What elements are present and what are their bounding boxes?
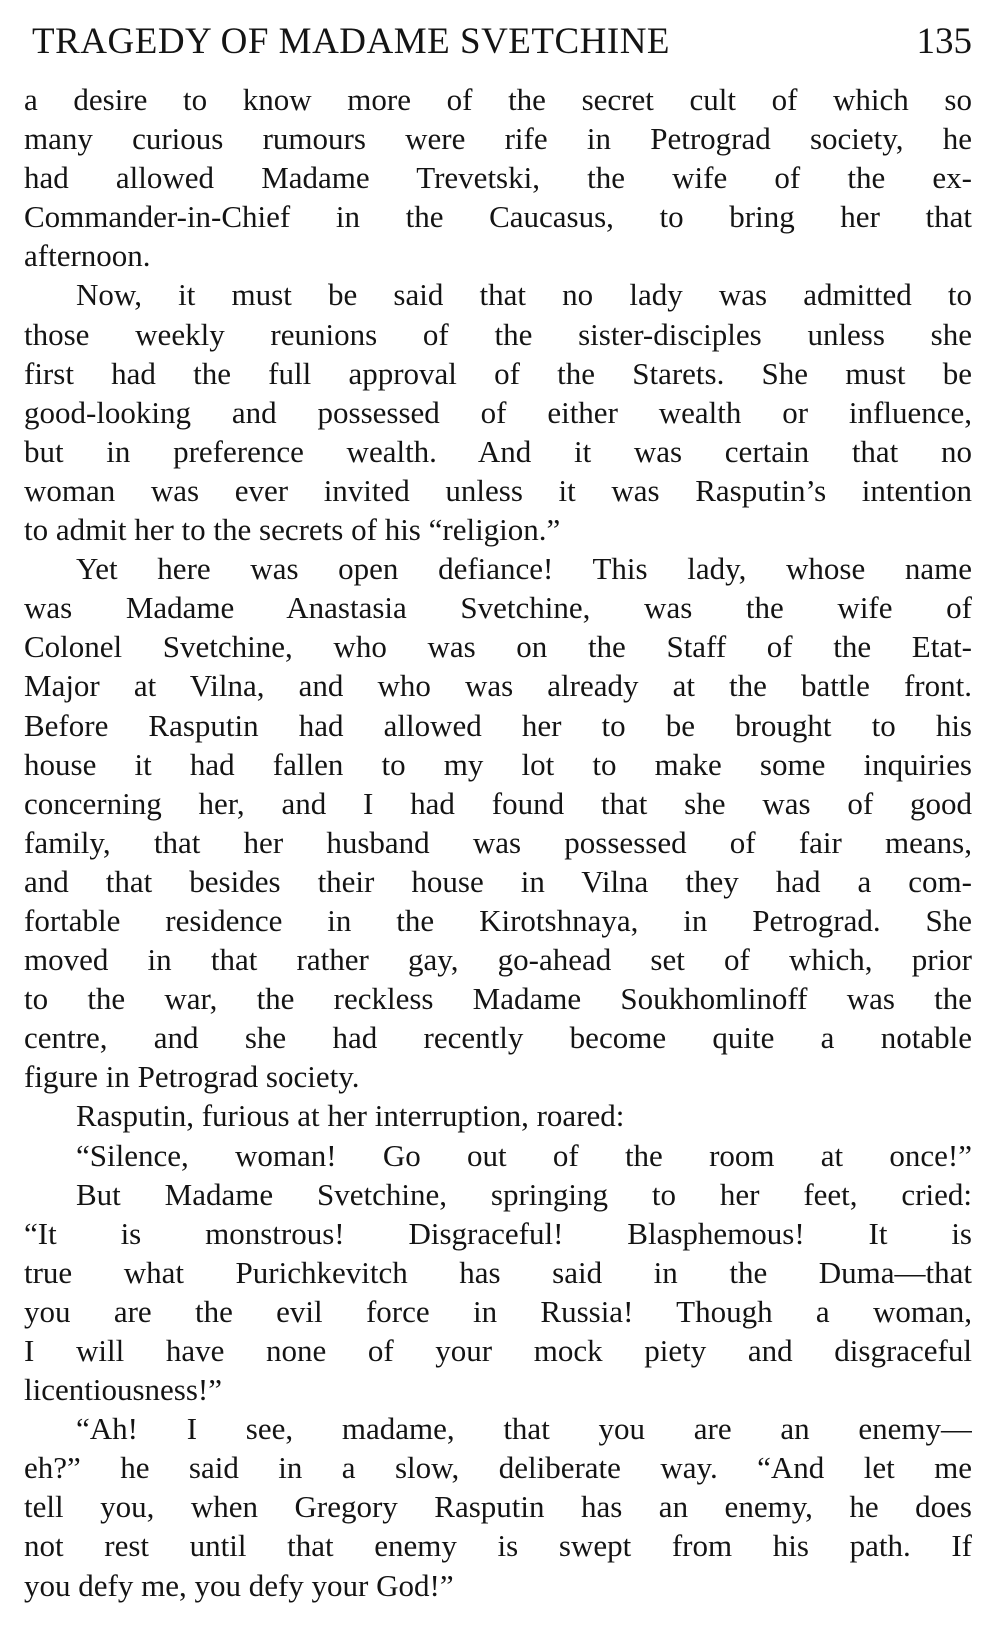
text-line: Now, it must be said that no lady was admitted to <box>76 277 972 313</box>
text-line: good-looking and possessed of either wealth or influence, <box>24 394 972 430</box>
text-line: you defy me, you defy your God!” <box>24 1567 454 1603</box>
text-line: Rasputin, furious at her interruption, roared: <box>76 1098 625 1134</box>
text-line: and that besides their house in Vilna they had a com- <box>24 863 972 899</box>
text-line: many curious rumours were rife in Petrograd society, he <box>24 121 972 157</box>
text-line: Yet here was open defiance! This lady, whose name <box>76 551 972 587</box>
text-line: fortable residence in the Kirotshnaya, in Petrograd. She <box>24 902 972 938</box>
page-number: 135 <box>916 21 972 62</box>
text-line: But Madame Svetchine, springing to her feet, cried: <box>76 1176 972 1212</box>
text-line: Colonel Svetchine, who was on the Staff of the Etat- <box>24 629 972 665</box>
text-line: was Madame Anastasia Svetchine, was the wife of <box>24 590 972 626</box>
text-line: had allowed Madame Trevetski, the wife of the ex- <box>24 160 972 196</box>
text-line: true what Purichkevitch has said in the Duma—that <box>24 1254 972 1290</box>
text-line: family, that her husband was possessed of fair means, <box>24 824 972 860</box>
running-head <box>32 12 972 72</box>
text-line: “Silence, woman! Go out of the room at once!” <box>76 1137 972 1173</box>
text-line: but in preference wealth. And it was certain that no <box>24 433 972 469</box>
text-line: concerning her, and I had found that she was of good <box>24 785 972 821</box>
text-line: afternoon. <box>24 238 151 274</box>
text-line: those weekly reunions of the sister-disciples unless she <box>24 316 972 352</box>
text-line: I will have none of your mock piety and disgraceful <box>24 1333 972 1368</box>
text-line: licentiousness!” <box>24 1372 223 1408</box>
text-line: not rest until that enemy is swept from his path. If <box>24 1528 972 1564</box>
text-line: first had the full approval of the Starets. She must be <box>24 355 972 391</box>
text-line: Major at Vilna, and who was already at the battle front. <box>24 668 972 704</box>
text-line: woman was ever invited unless it was Rasputin’s intention <box>24 472 972 508</box>
text-line: Before Rasputin had allowed her to be brought to his <box>24 707 972 743</box>
text-line: Commander-in-Chief in the Caucasus, to bring her that <box>24 199 972 235</box>
text-line: to admit her to the secrets of his “religion.” <box>24 512 561 548</box>
text-line: centre, and she had recently become quite a notable <box>24 1020 972 1056</box>
text-line: eh?” he said in a slow, deliberate way. “And let me <box>24 1450 972 1486</box>
text-line: “Ah! I see, madame, that you are an enemy— <box>76 1411 972 1447</box>
text-line: moved in that rather gay, go-ahead set of which, prior <box>24 942 972 978</box>
text-line: “It is monstrous! Disgraceful! Blasphemous! It is <box>24 1215 972 1251</box>
text-line: figure in Petrograd society. <box>24 1059 360 1095</box>
text-line: tell you, when Gregory Rasputin has an enemy, he does <box>24 1489 972 1525</box>
running-title: TRAGEDY OF MADAME SVETCHINE <box>32 21 671 62</box>
text-line: house it had fallen to my lot to make some inquiries <box>24 746 972 782</box>
text-line: a desire to know more of the secret cult of which so <box>24 82 972 117</box>
text-line: you are the evil force in Russia! Though a woman, <box>24 1293 972 1329</box>
text-line: to the war, the reckless Madame Soukhomlinoff was the <box>24 981 972 1017</box>
body-text <box>24 80 972 1605</box>
